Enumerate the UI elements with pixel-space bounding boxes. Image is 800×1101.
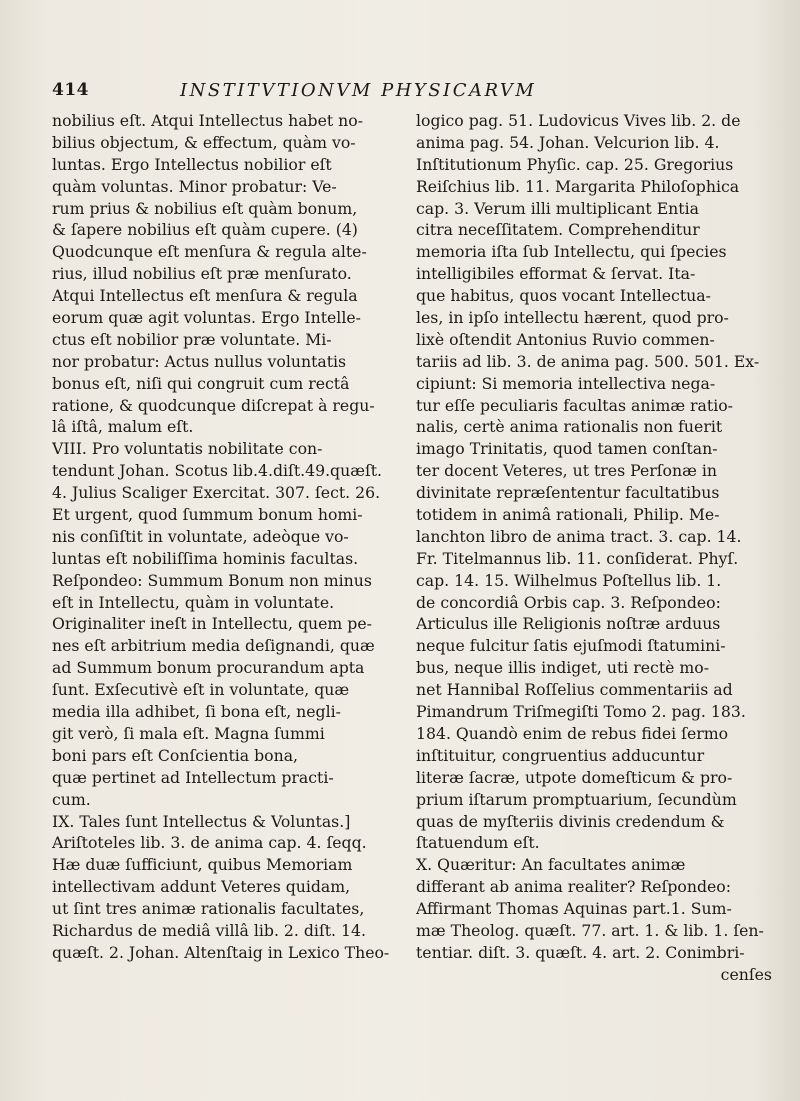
text-line: divinitate repræſententur facultatibus: [416, 483, 720, 503]
text-line: que habitus, quos vocant Intellectua-: [416, 286, 711, 306]
text-line: intelligibiles efformat & ſervat. Ita-: [416, 264, 696, 284]
text-line: ter docent Veteres, ut tres Perſonæ in: [416, 461, 717, 481]
text-line: nis conſiſtit in voluntate, adeòque vo-: [52, 526, 349, 546]
text-line: Quodcunque eſt menſura & regula alte-: [52, 242, 367, 262]
text-line: bus, neque illis indiget, uti rectè mo-: [416, 658, 710, 678]
text-line: totidem in animâ rationali, Philip. Me-: [416, 505, 720, 525]
text-line: logico pag. 51. Ludovicus Vives lib. 2. de: [416, 111, 741, 130]
text-line: Fr. Titelmannus lib. 11. conſiderat. Phyſ.: [416, 548, 739, 568]
text-line: les, in ipſo intellectu hærent, quod pro-: [416, 308, 729, 328]
text-line: nes eſt arbitrium media deſignandi, quæ: [52, 636, 375, 656]
text-line: 4. Julius Scaliger Exercitat. 307. ſect. 26.: [52, 483, 381, 503]
text-line: Richardus de mediâ villâ lib. 2. diſt. 14.: [52, 920, 366, 940]
text-line: bonus eſt, niſi qui congruit cum rectâ: [52, 373, 350, 393]
text-line: ſtatuendum eſt.: [416, 833, 540, 853]
text-line: quæſt. 2. Johan. Altenſtaig in Lexico Theo-: [52, 942, 390, 962]
text-line: cap. 14. 15. Wilhelmus Poſtellus lib. 1.: [416, 570, 722, 590]
text-line: quàm voluntas. Minor probatur: Ve-: [52, 176, 337, 196]
text-line: differant ab anima realiter? Reſpondeo:: [416, 877, 732, 897]
text-line: Originaliter ineſt in Intellectu, quem pe-: [52, 614, 372, 634]
text-line: tariis ad lib. 3. de anima pag. 500. 501. Ex-: [416, 351, 760, 371]
text-line: Hæ duæ ſufficiunt, quibus Memoriam: [52, 855, 353, 875]
text-line: tentiar. diſt. 3. quæſt. 4. art. 2. Conimbri-: [416, 942, 745, 962]
running-title: INSTITVTIONVM PHYSICARVM: [180, 80, 537, 101]
text-line: net Hannibal Roſſelius commentariis ad: [416, 680, 733, 700]
text-line: ſunt. Exſecutivè eſt in voluntate, quæ: [52, 680, 350, 700]
text-line: quæ pertinet ad Intellectum practi-: [52, 767, 334, 787]
text-line: Ariſtoteles lib. 3. de anima cap. 4. ſeqq.: [52, 833, 367, 853]
text-line: Reiſchius lib. 11. Margarita Philoſophica: [416, 176, 740, 196]
text-line: Pimandrum Triſmegiſti Tomo 2. pag. 183.: [416, 702, 746, 722]
text-line: & ſapere nobilius eſt quàm cupere. (4): [52, 220, 358, 240]
text-line: ad Summum bonum procurandum apta: [52, 658, 365, 678]
text-line: ut ſint tres animæ rationalis facultates,: [52, 899, 365, 919]
text-line: memoria iſta ſub Intellectu, qui ſpecies: [416, 242, 727, 262]
text-line: cum.: [52, 789, 91, 809]
text-line: nor probatur: Actus nullus voluntatis: [52, 351, 347, 371]
text-line: literæ ſacræ, utpote domeſticum & pro-: [416, 767, 733, 787]
page-number: 414: [52, 80, 89, 100]
text-line: Reſpondeo: Summum Bonum non minus: [52, 570, 372, 590]
text-line: inſtituitur, congruentius adducuntur: [416, 745, 705, 765]
text-line: 184. Quandò enim de rebus fidei ſermo: [416, 723, 729, 743]
text-line: luntas. Ergo Intellectus nobilior eſt: [52, 154, 332, 174]
text-line: neque fulcitur ſatis ejuſmodi ſtatumini-: [416, 636, 726, 656]
text-line: nalis, certè anima rationalis non fuerit: [416, 417, 723, 437]
text-line: mæ Theolog. quæſt. 77. art. 1. & lib. 1. ſen-: [416, 920, 764, 940]
text-line: quas de myſteriis divinis credendum &: [416, 811, 725, 831]
text-line: rum prius & nobilius eſt quàm bonum,: [52, 198, 358, 218]
text-line: eorum quæ agit voluntas. Ergo Intelle-: [52, 308, 361, 328]
text-line: lâ iſtâ, malum eſt.: [52, 417, 194, 437]
text-line: cap. 3. Verum illi multiplicant Entia: [416, 198, 699, 218]
text-line: nobilius eſt. Atqui Intellectus habet no-: [52, 111, 364, 130]
text-line: luntas eſt nobiliſſima hominis facultas.: [52, 548, 359, 568]
text-line: Inſtitutionum Phyſic. cap. 25. Gregorius: [416, 154, 734, 174]
text-line: lanchton libro de anima tract. 3. cap. 14.: [416, 526, 742, 546]
left-column: [52, 110, 400, 964]
text-line: Et urgent, quod ſummum bonum homi-: [52, 505, 363, 525]
text-line: de concordiâ Orbis cap. 3. Reſpondeo:: [416, 592, 721, 612]
text-line: VIII. Pro voluntatis nobilitate con-: [52, 439, 323, 459]
text-line: rius, illud nobilius eſt præ menſurato.: [52, 264, 352, 284]
catchword: cenſes: [720, 965, 772, 985]
text-line: boni pars eſt Conſcientia bona,: [52, 745, 299, 765]
text-line: citra neceſſitatem. Comprehenditur: [416, 220, 700, 240]
text-line: IX. Tales ſunt Intellectus & Voluntas.]: [52, 811, 351, 831]
text-line: anima pag. 54. Johan. Velcurion lib. 4.: [416, 132, 720, 152]
text-line: ratione, & quodcunque diſcrepat à regu-: [52, 395, 375, 415]
text-line: intellectivam addunt Veteres quidam,: [52, 877, 351, 897]
text-line: ctus eſt nobilior præ voluntate. Mi-: [52, 329, 332, 349]
text-line: tur eſſe peculiaris facultas animæ ratio-: [416, 395, 733, 415]
text-line: media illa adhibet, ſi bona eſt, negli-: [52, 702, 341, 722]
right-column: [416, 110, 772, 985]
text-line: Affirmant Thomas Aquinas part.1. Sum-: [416, 899, 732, 919]
text-line: git verò, ſi mala eſt. Magna ſummi: [52, 723, 325, 743]
text-line: cipiunt: Si memoria intellectiva nega-: [416, 373, 716, 393]
text-line: bilius objectum, & effectum, quàm vo-: [52, 132, 356, 152]
text-line: imago Trinitatis, quod tamen conſtan-: [416, 439, 718, 459]
text-line: eſt in Intellectu, quàm in voluntate.: [52, 592, 335, 612]
running-head: [52, 74, 772, 108]
text-line: X. Quæritur: An facultates animæ: [416, 855, 686, 875]
text-line: Articulus ille Religionis noſtræ arduus: [416, 614, 721, 634]
text-line: lixè oſtendit Antonius Ruvio commen-: [416, 329, 715, 349]
text-line: prium iſtarum promptuarium, ſecundùm: [416, 789, 737, 809]
text-line: tendunt Johan. Scotus lib.4.diſt.49.quæſt.: [52, 461, 383, 481]
text-line: Atqui Intellectus eſt menſura & regula: [52, 286, 358, 306]
